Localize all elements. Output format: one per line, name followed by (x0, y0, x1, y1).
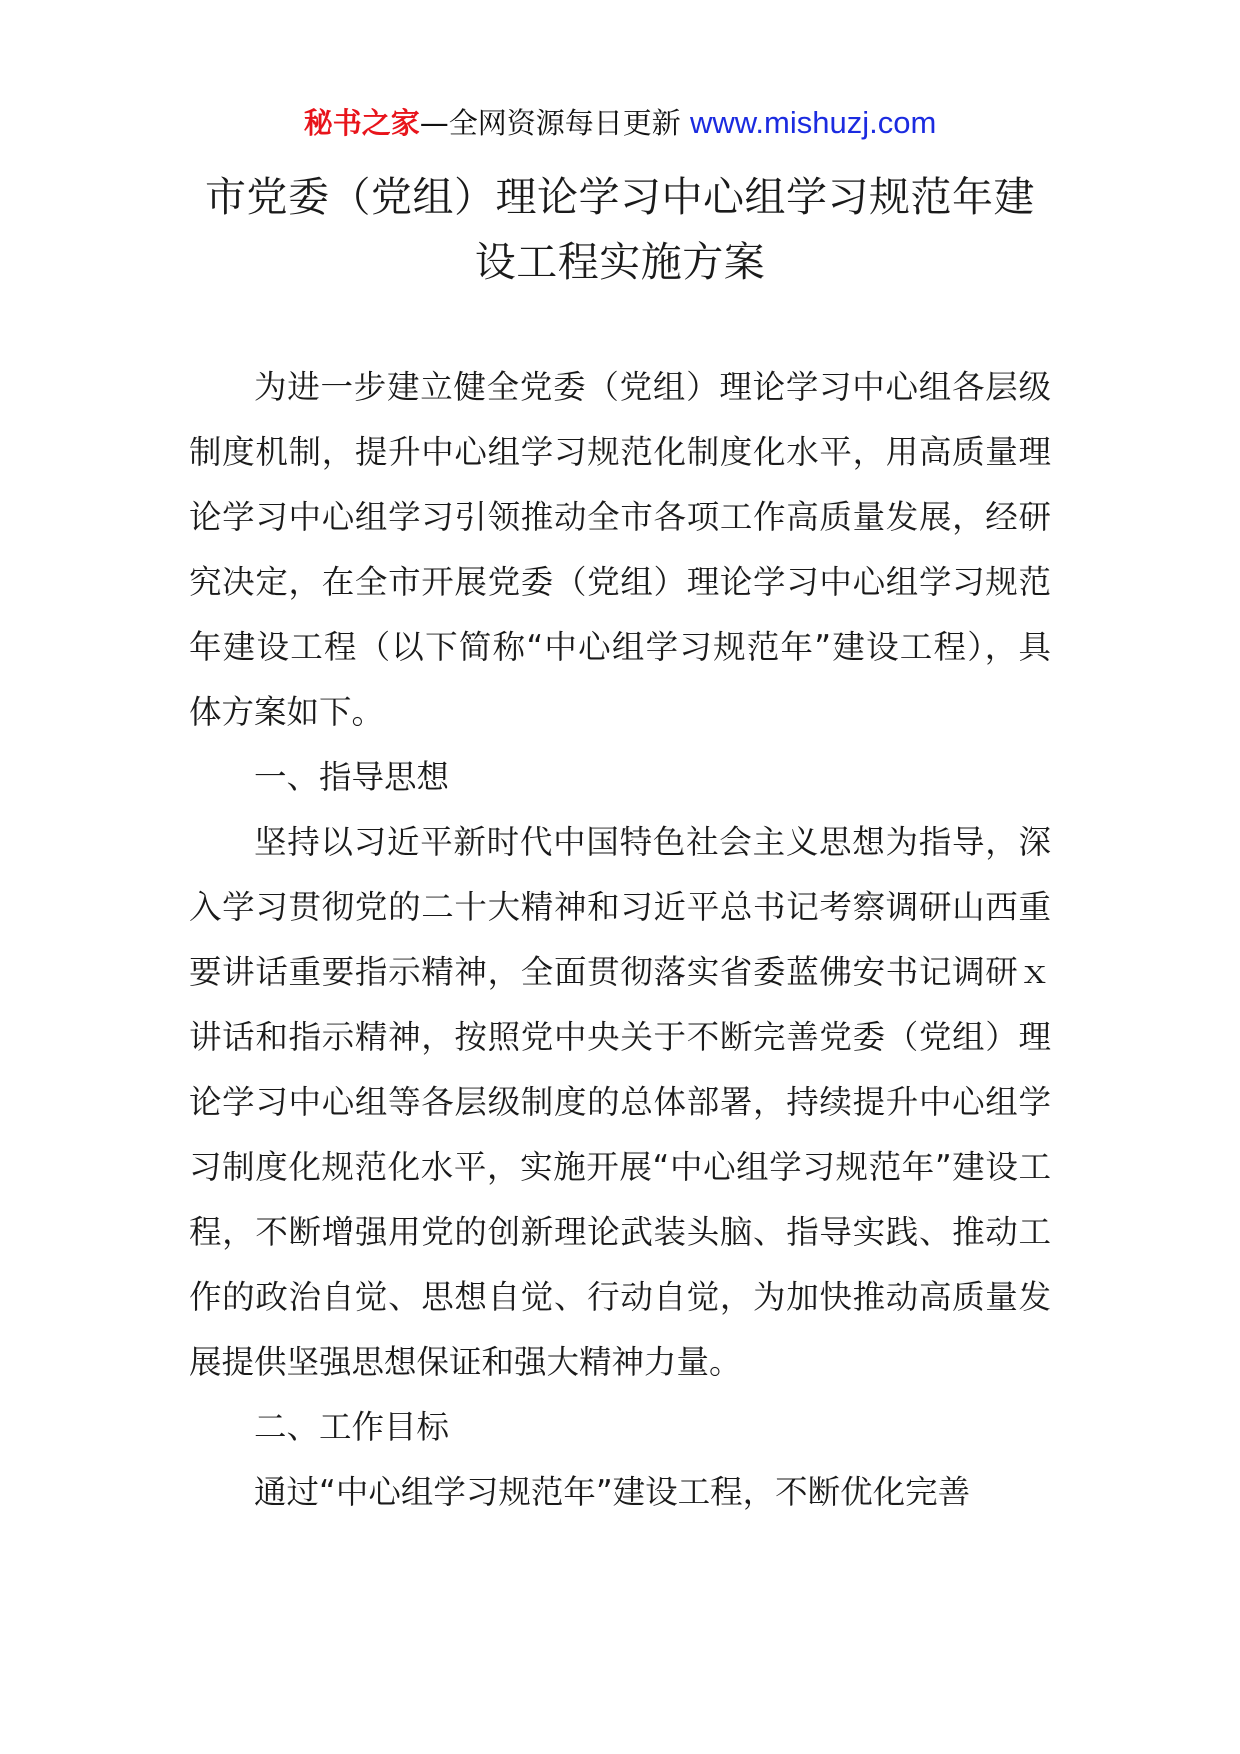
intro-paragraph: 为进一步建立健全党委（党组）理论学习中心组各层级制度机制，提升中心组学习规范化制度化水平，用高质量理论学习中心组学习引领推动全市各项工作高质量发展，经研究决定，在全市开展党委（党组）理论学习中心组学习规范年建设工程（以下简称“中心组学习规范年”建设工程），具体方案如下。 (189, 368, 1051, 731)
section-heading-work-goals: 二、工作目标 (254, 1408, 450, 1446)
site-brand: 秘书之家 (303, 106, 420, 140)
document-body (189, 355, 1051, 1525)
section-heading-guiding-thought: 一、指导思想 (254, 758, 450, 796)
site-header (0, 103, 1240, 143)
site-url-link[interactable]: www.mishuzj.com (689, 105, 937, 140)
guiding-thought-paragraph: 坚持以习近平新时代中国特色社会主义思想为指导，深入学习贯彻党的二十大精神和习近平总书记考察调研山西重要讲话重要指示精神，全面贯彻落实省委蓝佛安书记调研ｘ讲话和指示精神，按照党中央关于不断完善党委（党组）理论学习中心组等各层级制度的总体部署，持续提升中心组学习制度化规范化水平，实施开展“中心组学习规范年”建设工程，不断增强用党的创新理论武装头脑、指导实践、推动工作的政治自觉、思想自觉、行动自觉，为加快推动高质量发展提供坚强思想保证和强大精神力量。 (189, 823, 1051, 1381)
document-title: 市党委（党组）理论学习中心组学习规范年建设工程实施方案 (205, 173, 1035, 286)
work-goals-paragraph: 通过“中心组学习规范年”建设工程，不断优化完善 (254, 1473, 971, 1511)
site-tagline: —全网资源每日更新 (419, 106, 681, 140)
